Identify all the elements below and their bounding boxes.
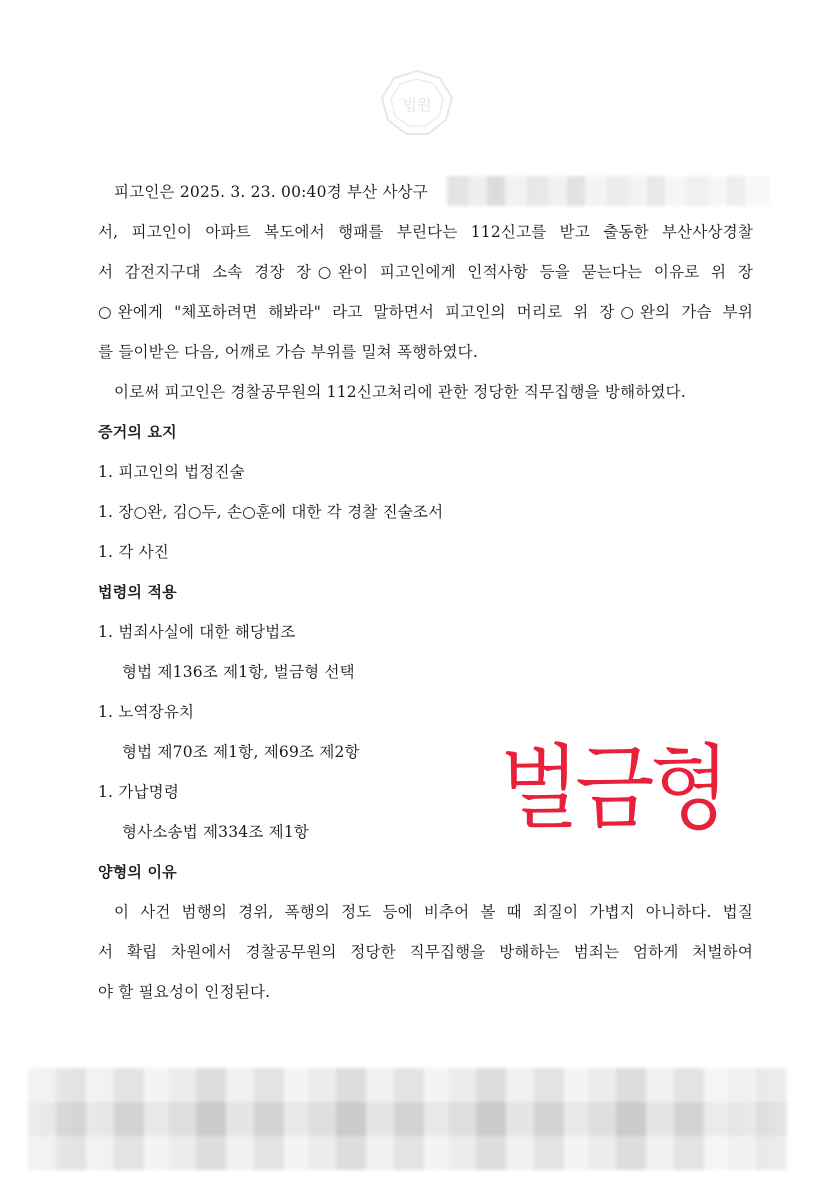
law-item-1-title: 1. 범죄사실에 대한 해당법조	[98, 623, 296, 641]
law-item-3-title: 1. 가납명령	[98, 783, 180, 801]
evidence-heading: 증거의 요지	[98, 423, 177, 441]
judgment-document	[98, 172, 753, 1012]
evidence-item-3: 1. 각 사진	[98, 543, 169, 561]
law-item-2-title: 1. 노역장유치	[98, 703, 195, 721]
fine-stamp: 벌금형	[500, 736, 726, 843]
facts-line-4: ○완에게 "체포하려면 해봐라" 라고 말하면서 피고인의 머리로 위 장○완의 가슴 부위	[98, 303, 753, 321]
evidence-item-2: 1. 장○완, 김○두, 손○훈에 대한 각 경찰 진술조서	[98, 503, 444, 521]
facts-line-2: 서, 피고인이 아파트 복도에서 행패를 부린다는 112신고를 받고 출동한 부산사상경찰	[98, 223, 753, 241]
sentencing-line-3: 야 할 필요성이 인정된다.	[98, 983, 271, 1001]
evidence-item-1: 1. 피고인의 법정진술	[98, 463, 245, 481]
law-heading: 법령의 적용	[98, 583, 177, 601]
law-item-2-detail: 형법 제70조 제1항, 제69조 제2항	[122, 743, 360, 761]
sentencing-line-2: 서 확립 차원에서 경찰공무원의 정당한 직무집행을 방해하는 범죄는 엄하게 처벌하여	[98, 943, 753, 961]
facts-conclusion: 이로써 피고인은 경찰공무원의 112신고처리에 관한 정당한 직무집행을 방해하였다.	[114, 383, 686, 401]
facts-line-3: 서 감전지구대 소속 경장 장○완이 피고인에게 인적사항 등을 묻는다는 이유로 위 장	[98, 263, 753, 281]
court-seal-icon	[378, 68, 456, 140]
facts-line-5: 를 들이받은 다음, 어깨로 가슴 부위를 밀쳐 폭행하였다.	[98, 343, 478, 361]
inline-redaction	[447, 176, 769, 206]
court-seal-text: 법원	[402, 96, 432, 114]
law-item-1-detail: 형법 제136조 제1항, 벌금형 선택	[122, 663, 355, 681]
facts-line-1: 피고인은 2025. 3. 23. 00:40경 부산 사상구	[114, 183, 428, 201]
sentencing-line-1: 이 사건 범행의 경위, 폭행의 정도 등에 비추어 볼 때 죄질이 가볍지 아니하다. 법질	[114, 903, 753, 921]
law-item-3-detail: 형사소송법 제334조 제1항	[122, 823, 310, 841]
footer-redaction	[28, 1068, 788, 1170]
sentencing-heading: 양형의 이유	[98, 863, 177, 881]
